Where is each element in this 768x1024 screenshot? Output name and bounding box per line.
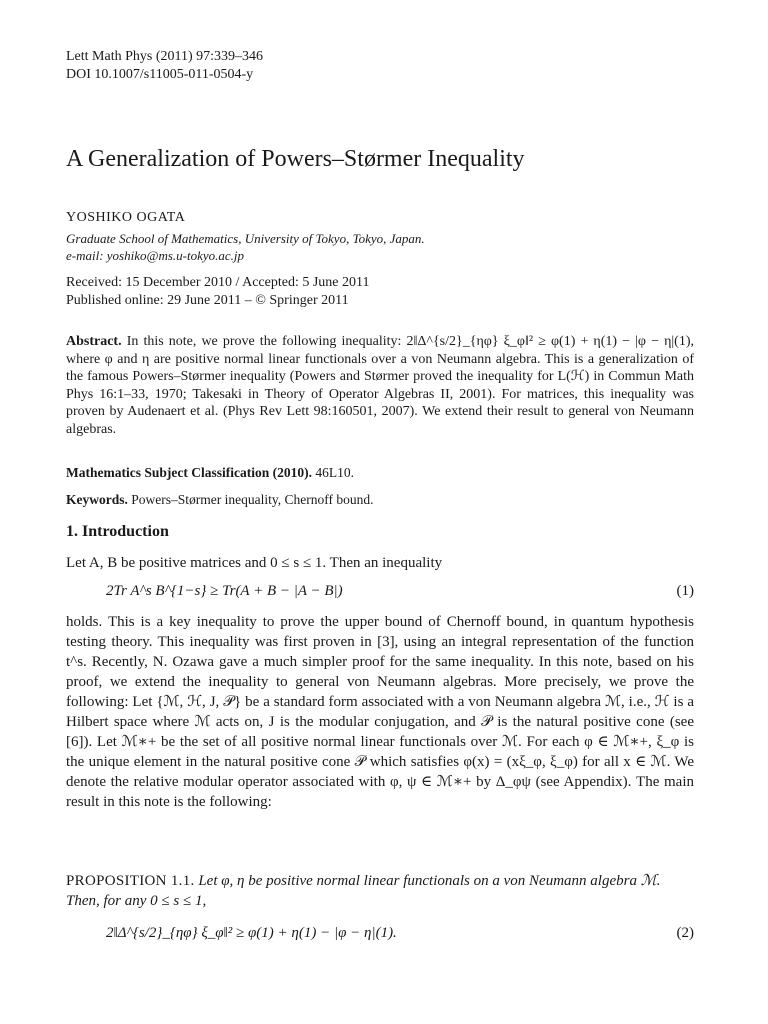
published-online: Published online: 29 June 2011 – © Springer 2011: [66, 293, 349, 308]
abstract: [66, 333, 694, 438]
author-name: YOSHIKO OGATA: [66, 210, 186, 225]
msc-classification: [66, 465, 354, 481]
keywords: [66, 492, 373, 508]
received-accepted: Received: 15 December 2010 / Accepted: 5 June 2011: [66, 275, 370, 290]
intro-paragraph-2: holds. This is a key inequality to prove the upper bound of Chernoff bound, in quantum hypothesis testing theory. This inequality was first proven in [3], using an integral representation of the function t^s. Recently, N. Ozawa gave a much simpler proof for the same inequality. In this note, based on his proof, we extend the inequality to general von Neumann algebras. More precisely, we prove the following: Let {ℳ, ℋ, J, 𝒫} be a standard form associated with a von Neumann algebra ℳ, i.e., ℋ is a Hilbert space where ℳ acts on, J is the modular conjugation, and 𝒫 is the natural positive cone (see [6]). Let ℳ∗+ be the set of all positive normal linear functionals over ℳ. For each φ ∈ ℳ∗+, ξ_φ is the unique element in the natural positive cone 𝒫 which satisfies φ(x) = (xξ_φ, ξ_φ) for all x ∈ ℳ. We denote the relative modular operator associated with φ, ψ ∈ ℳ∗+ by Δ_φψ (see Appendix). The main result in this note is the following:: [66, 614, 695, 810]
abstract-label: Abstract.: [66, 334, 122, 349]
affiliation: Graduate School of Mathematics, University of Tokyo, Tokyo, Japan.: [66, 231, 425, 246]
proposition-1-1: [66, 871, 694, 911]
author-email: e-mail: yoshiko@ms.u-tokyo.ac.jp: [66, 248, 245, 263]
paper-title: A Generalization of Powers–Størmer Inequality: [66, 146, 525, 172]
publication-dates: [66, 274, 370, 310]
equation-2-number: (2): [676, 925, 694, 941]
doi: DOI 10.1007/s11005-011-0504-y: [66, 67, 254, 82]
abstract-text: In this note, we prove the following inequality: 2‖Δ^{s/2}_{ηφ} ξ_φ‖² ≥ φ(1) + η(1) − |φ − η|(1), where φ and η are positive normal linear functionals over a von Neumann algebra. This is a generalization of the famous Powers–Størmer inequality (Powers and Størmer proved the inequality for L(ℋ) in Commun Math Phys 16:1–33, 1970; Takesaki in Theory of Operator Algebras II, 2001). For matrices, this inequality was proven by Audenaert et al. (Phys Rev Lett 98:160501, 2007). We extend their result to general von Neumann algebras.: [66, 334, 695, 437]
equation-2-text: 2‖Δ^{s/2}_{ηφ} ξ_φ‖² ≥ φ(1) + η(1) − |φ − η|(1).: [106, 925, 397, 941]
journal-citation: Lett Math Phys (2011) 97:339–346: [66, 49, 264, 64]
msc-value: 46L10.: [315, 465, 354, 480]
journal-header: [66, 48, 263, 84]
section-heading: 1. Introduction: [66, 523, 169, 540]
keywords-label: Keywords.: [66, 492, 128, 507]
author-affiliation-block: [66, 230, 425, 264]
equation-1-number: (1): [676, 583, 694, 599]
proposition-statement: Let φ, η be positive normal linear functionals on a von Neumann algebra ℳ. Then, for any 0 ≤ s ≤ 1,: [66, 873, 661, 909]
intro-paragraph-1: Let A, B be positive matrices and 0 ≤ s ≤ 1. Then an inequality: [66, 555, 443, 571]
equation-1-text: 2Tr A^s B^{1−s} ≥ Tr(A + B − |A − B|): [106, 583, 343, 599]
keywords-value: Powers–Størmer inequality, Chernoff bound.: [131, 492, 374, 507]
msc-label: Mathematics Subject Classification (2010).: [66, 465, 312, 480]
proposition-label: PROPOSITION 1.1.: [66, 873, 195, 889]
